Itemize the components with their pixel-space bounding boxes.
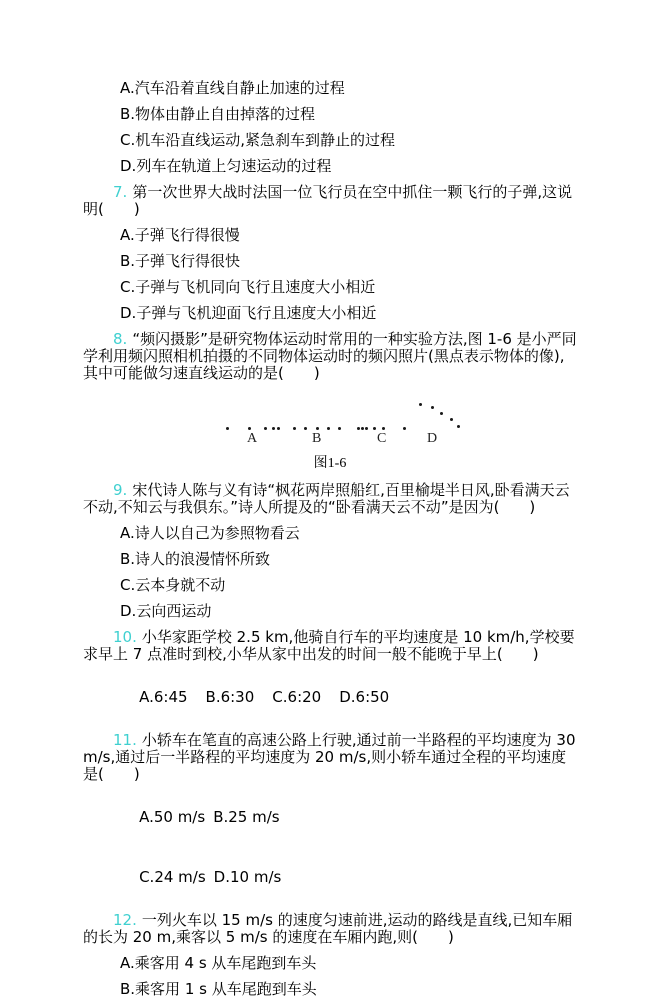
option-b: B.6:30 — [205, 688, 255, 706]
option-line: C.子弹与飞机同向飞行且速度大小相近 — [120, 278, 376, 296]
flash-photo-dot — [361, 427, 364, 430]
flash-photo-dot — [304, 427, 307, 430]
option-c: C.6:20 — [272, 688, 322, 706]
option-line: B.物体由静止自由掉落的过程 — [120, 105, 316, 123]
option-line: A.诗人以自己为参照物看云 — [120, 524, 300, 542]
question-8 — [83, 331, 577, 382]
option-line: D.子弹与飞机迎面飞行且速度大小相近 — [120, 304, 377, 322]
option-a: A.50 m/s — [139, 808, 206, 826]
option-line — [83, 672, 577, 723]
option-d: D.10 m/s — [213, 868, 282, 886]
question-text: 小华家距学校 2.5 km,他骑自行车的平均速度是 10 km/h,学校要求早上 7 点准时到校,小华从家中出发的时间一般不能晚于早上( ) — [83, 628, 575, 663]
flash-photo-dot — [440, 412, 443, 415]
dot-group-label: D — [427, 431, 438, 446]
question-number: 11. — [113, 731, 137, 749]
option-d: D.6:50 — [339, 688, 390, 706]
flash-photo-dot — [365, 427, 368, 430]
question-text: 第一次世界大战时法国一位飞行员在空中抓住一颗飞行的子弹,这说明( ) — [83, 183, 573, 218]
question-number: 9. — [113, 481, 128, 499]
option-line: B.诗人的浪漫情怀所致 — [120, 550, 271, 568]
flash-photo-dot — [419, 403, 422, 406]
question-number: 10. — [113, 628, 137, 646]
figure-caption: 图1-6 — [313, 456, 347, 471]
flash-photo-dot — [403, 427, 406, 430]
option-b: B.25 m/s — [213, 808, 280, 826]
question-number: 12. — [113, 911, 137, 929]
flash-photo-dot — [316, 427, 319, 430]
option-line: A.乘客用 4 s 从车尾跑到车头 — [120, 954, 317, 972]
flash-photo-dot — [457, 425, 460, 428]
option-line: B.子弹飞行得很快 — [120, 252, 241, 270]
option-line — [83, 852, 577, 903]
option-line: D.云向西运动 — [120, 602, 212, 620]
option-line: B.乘客用 1 s 从车尾跑到车头 — [120, 980, 317, 998]
dot-group-label: B — [312, 431, 322, 446]
photo-strip-figure — [83, 391, 661, 455]
flash-photo-dot — [382, 427, 385, 430]
document-page — [83, 80, 577, 1007]
flash-photo-dot — [357, 427, 360, 430]
question-text: 一列火车以 15 m/s 的速度匀速前进,运动的路线是直线,已知车厢的长为 20 m,乘客以 5 m/s 的速度在车厢内跑,则( ) — [83, 911, 573, 946]
dot-group-label: C — [377, 431, 387, 446]
option-line — [83, 792, 577, 843]
question-11 — [83, 732, 577, 783]
option-c: C.24 m/s — [139, 868, 206, 886]
question-text: 宋代诗人陈与义有诗“枫花两岸照船红,百里榆堤半日风,卧看满天云不动,不知云与我俱东。”诗人所提及的“卧看满天云不动”是因为( ) — [83, 481, 570, 516]
flash-photo-dot — [338, 427, 341, 430]
question-text: “频闪摄影”是研究物体运动时常用的一种实验方法,图 1-6 是小严同学利用频闪照相机拍摄的不同物体运动时的频闪照片(黑点表示物体的像),其中可能做匀速直线运动的是( ) — [83, 330, 577, 382]
option-line: C.机车沿直线运动,紧急刹车到静止的过程 — [120, 131, 396, 149]
question-10 — [83, 629, 577, 663]
flash-photo-dot — [373, 427, 376, 430]
option-a: A.6:45 — [139, 688, 188, 706]
flash-photo-dot — [450, 418, 453, 421]
question-7 — [83, 184, 577, 218]
question-number: 7. — [113, 183, 128, 201]
question-number: 8. — [113, 330, 128, 348]
flash-photo-dot — [264, 427, 267, 430]
option-line: D.列车在轨道上匀速运动的过程 — [120, 157, 332, 175]
question-text: 小轿车在笔直的高速公路上行驶,通过前一半路程的平均速度为 30 m/s,通过后一半路程的平均速度为 20 m/s,则小轿车通过全程的平均速度是( ) — [83, 731, 576, 783]
dot-group-label: A — [247, 431, 258, 446]
flash-photo-dot — [431, 406, 434, 409]
question-9 — [83, 482, 577, 516]
option-line: C.云本身就不动 — [120, 576, 226, 594]
question-12 — [83, 912, 577, 946]
option-line: A.子弹飞行得很慢 — [120, 226, 240, 244]
flash-photo-dot — [293, 427, 296, 430]
flash-photo-dot — [226, 427, 229, 430]
flash-photo-dot — [248, 427, 251, 430]
option-line: A.汽车沿着直线自静止加速的过程 — [120, 79, 345, 97]
flash-photo-dot — [277, 427, 280, 430]
flash-photo-dot — [272, 427, 275, 430]
flash-photo-dot — [327, 427, 330, 430]
